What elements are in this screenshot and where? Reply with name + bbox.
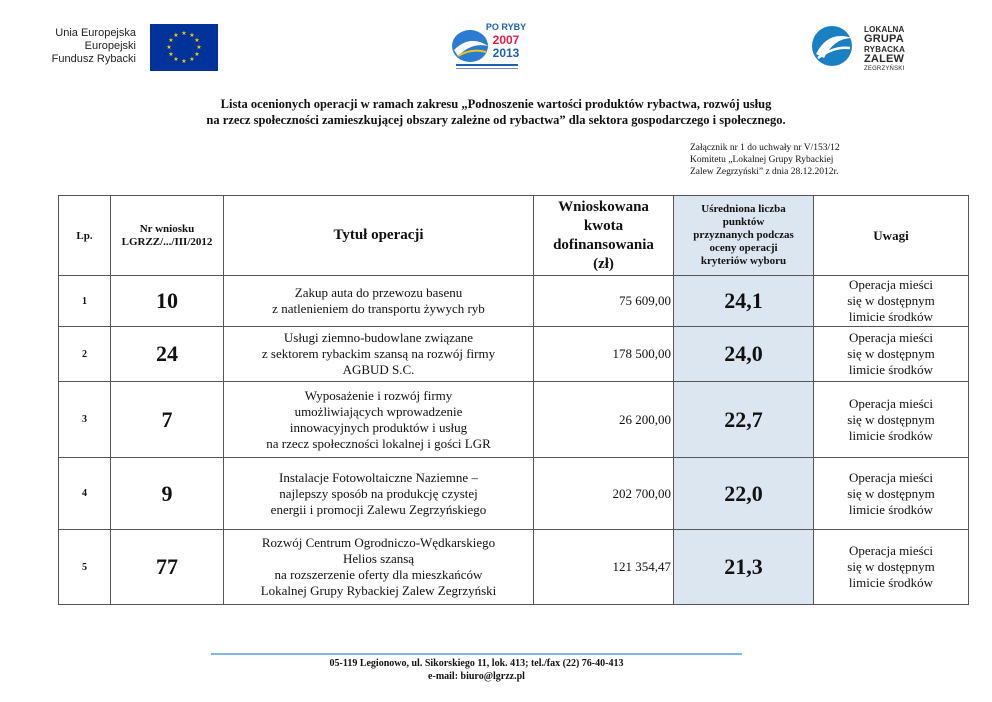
- po-ryby-title: PO RYBY: [485, 22, 526, 32]
- header-text-line: Nr wniosku: [139, 222, 195, 235]
- annex-line: Komitetu „Lokalnej Grupy Rybackiej: [690, 155, 834, 165]
- eu-logo-text: [40, 27, 136, 66]
- cell-text-line: Operacja mieści: [848, 543, 934, 558]
- cell-lp: 3: [59, 382, 111, 458]
- header-text-line: Wnioskowana: [558, 198, 649, 215]
- lgr-logo-text: [864, 25, 944, 74]
- svg-text:★: ★: [173, 32, 179, 39]
- po-ryby-year-start: 2007: [492, 33, 520, 47]
- cell-text-line: się w dostępnym: [847, 485, 935, 501]
- lgr-text-line: ZEGRZYŃSKI: [864, 66, 905, 72]
- annex-note: [690, 142, 970, 178]
- cell-text-line: Zakup auta do przewozu basenu: [294, 285, 463, 300]
- cell-notes: [814, 382, 969, 458]
- cell-text-line: się w dostępnym: [847, 346, 935, 361]
- annex-line: Załącznik nr 1 do uchwały nr V/153/12: [690, 143, 840, 153]
- cell-text-line: limicie środków: [848, 362, 934, 377]
- svg-text:★: ★: [196, 44, 202, 51]
- lgr-text-line: GRUPA: [864, 33, 904, 45]
- cell-text-line: Lokalnej Grupy Rybackiej Zalew Zegrzyński: [260, 583, 497, 598]
- header-text-line: LGRZZ/.../III/2012: [121, 235, 213, 248]
- table-row: [59, 530, 969, 605]
- cell-amount: 75 609,00: [534, 276, 674, 327]
- svg-text:★: ★: [168, 37, 174, 44]
- cell-notes: [814, 458, 969, 530]
- title-line: Lista ocenionych operacji w ramach zakresu „Podnoszenie wartości produktów rybactwa, rozwój usług: [220, 97, 772, 111]
- cell-text-line: się w dostępnym: [847, 559, 935, 574]
- cell-lp: 1: [59, 276, 111, 327]
- header-requested-amount: [534, 196, 674, 276]
- cell-operation-title: [224, 276, 534, 327]
- cell-application-number: 10: [111, 276, 224, 327]
- table-row: [59, 276, 969, 327]
- cell-text-line: limicie środków: [848, 427, 934, 443]
- po-ryby-logo: [448, 20, 526, 78]
- lgr-text-line: ZALEW: [864, 53, 905, 65]
- header-text-line: przyznanych podczas: [693, 229, 794, 241]
- svg-text:★: ★: [173, 56, 179, 63]
- header-average-points: [674, 196, 814, 276]
- cell-text-line: najlepszy sposób na produkcję czystej: [279, 485, 478, 501]
- cell-operation-title: [224, 458, 534, 530]
- cell-amount: 178 500,00: [534, 327, 674, 382]
- cell-text-line: się w dostępnym: [847, 293, 935, 308]
- cell-text-line: limicie środków: [848, 575, 934, 590]
- document-title: [100, 96, 892, 128]
- svg-text:★: ★: [189, 32, 195, 39]
- svg-text:★: ★: [189, 56, 195, 63]
- po-ryby-year-end: 2013: [492, 46, 520, 60]
- cell-text-line: z natlenieniem do transportu żywych ryb: [272, 301, 485, 316]
- cell-application-number: 7: [111, 382, 224, 458]
- cell-text-line: limicie środków: [848, 501, 934, 517]
- header-operation-title: Tytuł operacji: [224, 196, 534, 276]
- cell-text-line: Operacja mieści: [848, 277, 934, 292]
- cell-text-line: AGBUD S.C.: [342, 362, 415, 377]
- svg-text:★: ★: [194, 51, 200, 58]
- cell-text-line: innowacyjnych produktów i usług: [289, 419, 468, 435]
- cell-operation-title: [224, 382, 534, 458]
- cell-amount: 26 200,00: [534, 382, 674, 458]
- eu-text-line: Unia Europejska: [55, 27, 136, 39]
- cell-text-line: Operacja mieści: [848, 395, 934, 411]
- cell-text-line: na rozszerzenie oferty dla mieszkańców: [274, 567, 483, 582]
- cell-lp: 2: [59, 327, 111, 382]
- table-row: [59, 382, 969, 458]
- svg-text:★: ★: [194, 37, 200, 44]
- cell-amount: 202 700,00: [534, 458, 674, 530]
- cell-notes: [814, 276, 969, 327]
- cell-operation-title: [224, 327, 534, 382]
- svg-text:★: ★: [166, 44, 172, 51]
- cell-points: 22,7: [674, 382, 814, 458]
- svg-text:★: ★: [181, 58, 187, 65]
- header-text-line: dofinansowania: [553, 236, 654, 253]
- footer-contact: [211, 657, 742, 683]
- header-text-line: oceny operacji: [709, 242, 778, 254]
- cell-text-line: Operacja mieści: [848, 330, 934, 345]
- footer-divider: [211, 653, 742, 655]
- eu-text-line: Europejski: [84, 40, 136, 52]
- lgr-text-line: RYBACKA: [864, 45, 906, 54]
- cell-text-line: się w dostępnym: [847, 411, 935, 427]
- table-header-row: [59, 196, 969, 276]
- cell-points: 24,1: [674, 276, 814, 327]
- cell-text-line: Wyposażenie i rozwój firmy: [304, 387, 453, 403]
- footer-email: e-mail: biuro@lgrzz.pl: [428, 671, 525, 682]
- svg-text:★: ★: [168, 51, 174, 58]
- cell-text-line: na rzecz społeczności lokalnej i gości LGR: [266, 435, 491, 451]
- cell-text-line: z sektorem rybackim szansą na rozwój firmy: [261, 346, 496, 361]
- header-text-line: kryteriów wyboru: [700, 255, 787, 267]
- title-line: na rzecz społeczności zamieszkującej obszary zależne od rybactwa” dla sektora gospodarczego i społecznego.: [206, 113, 786, 127]
- cell-application-number: 77: [111, 530, 224, 605]
- cell-lp: 4: [59, 458, 111, 530]
- cell-application-number: 24: [111, 327, 224, 382]
- lgr-logo: [808, 24, 860, 68]
- cell-application-number: 9: [111, 458, 224, 530]
- table-row: [59, 327, 969, 382]
- header-text-line: Uśredniona liczba: [701, 203, 786, 215]
- cell-notes: [814, 327, 969, 382]
- cell-points: 22,0: [674, 458, 814, 530]
- cell-points: 24,0: [674, 327, 814, 382]
- cell-text-line: Helios szansą: [342, 551, 415, 566]
- eu-text-line: Fundusz Rybacki: [51, 53, 136, 65]
- annex-line: Zalew Zegrzyński” z dnia 28.12.2012r.: [690, 167, 839, 177]
- header-notes: Uwagi: [814, 196, 969, 276]
- cell-text-line: limicie środków: [848, 309, 934, 324]
- cell-text-line: Operacja mieści: [848, 469, 934, 485]
- header-application-number: [111, 196, 224, 276]
- cell-text-line: Rozwój Centrum Ogrodniczo-Wędkarskiego: [261, 535, 496, 550]
- footer-address: 05-119 Legionowo, ul. Sikorskiego 11, lok. 413; tel./fax (22) 76-40-413: [329, 658, 624, 669]
- header-text-line: punktów: [722, 216, 765, 228]
- cell-text-line: umożliwiających wprowadzenie: [294, 403, 463, 419]
- cell-text-line: Usługi ziemno-budowlane związane: [283, 330, 474, 345]
- cell-points: 21,3: [674, 530, 814, 605]
- svg-text:★: ★: [181, 30, 187, 37]
- cell-amount: 121 354,47: [534, 530, 674, 605]
- cell-text-line: energii i promocji Zalewu Zegrzyńskiego: [270, 501, 487, 517]
- eu-flag-logo: [150, 24, 218, 71]
- cell-operation-title: [224, 530, 534, 605]
- lgr-text-line: LOKALNA: [864, 25, 905, 34]
- header-lp: Lp.: [59, 196, 111, 276]
- cell-text-line: Instalacje Fotowoltaiczne Naziemne –: [279, 469, 478, 485]
- cell-notes: [814, 530, 969, 605]
- header-text-line: kwota: [583, 217, 624, 234]
- cell-lp: 5: [59, 530, 111, 605]
- header-text-line: (zł): [593, 255, 614, 272]
- operations-table: [58, 195, 969, 605]
- table-row: [59, 458, 969, 530]
